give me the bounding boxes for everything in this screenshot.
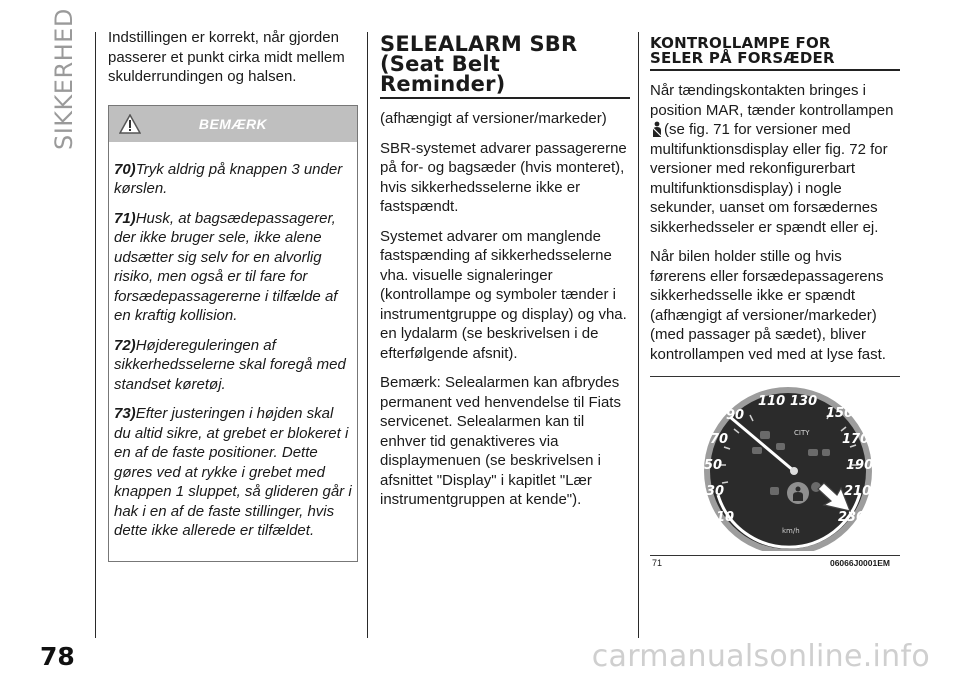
column-2	[380, 28, 630, 520]
gauge-label: 110	[758, 394, 786, 409]
note-title: BEMÆRK	[198, 115, 268, 132]
page-number: 78	[40, 642, 75, 671]
gauge-label: 90	[726, 408, 745, 423]
section-side-title: SIKKERHED	[50, 8, 78, 150]
gauge-unit: km/h	[782, 527, 800, 535]
gauge-label: 70	[710, 432, 729, 447]
gauge-label: 130	[790, 394, 818, 409]
figure-rule	[650, 376, 900, 377]
gauge-label: 10	[716, 510, 735, 525]
gauge-label: 150	[826, 406, 854, 421]
note-box	[108, 105, 358, 562]
note-item: 73)Efter justeringen i højden skal du altid sikre, at grebet er blokeret i en af de faste positioner. Dette gøres ved at rykke i grebet med knappen 1 sluppet, så glideren går i hak i en af de faste stillinger, hvis dette ikke allerede er tilfældet.	[114, 405, 352, 539]
figure-speedometer	[650, 383, 900, 553]
figure-code: 06066J0001EM	[829, 558, 890, 568]
note-header	[109, 106, 357, 142]
column-3	[650, 28, 900, 568]
figure-number: 71	[652, 558, 663, 568]
figure-caption	[650, 556, 900, 568]
gauge-label: 230	[838, 510, 866, 525]
paragraph: Når tændingskontakten bringes i position MAR, tænder kontrollampen (se fig. 71 for versioner med multifunktionsdisplay eller fig. 72 for versioner med rekonfigurerbart multifunktionsdisplay) i nogle sekunder, uanset om forsædernes sikkerhedsseler er spændt eller ej.	[650, 82, 894, 236]
note-item: 70)Tryk aldrig på knappen 3 under kørslen.	[114, 160, 343, 197]
gauge-label: 50	[704, 458, 723, 473]
gauge-label: 30	[706, 484, 725, 499]
paragraph: Når bilen holder stille og hvis førerens eller forsædepassagerens sikkerhedsselle ikke er spændt (afhængigt af versioner/markeder) (med passager på sædet), bliver kontrollampen ved med at lyse fast.	[650, 248, 886, 363]
column-divider	[367, 32, 368, 638]
intro-paragraph: Indstillingen er korrekt, når gjorden passerer et punkt cirka midt mellem skulderrundingen og halsen.	[108, 29, 345, 85]
column-divider	[95, 32, 96, 638]
note-item: 72)Højdereguleringen af sikkerhedsselerne skal foregå med standset køretøj.	[114, 336, 346, 393]
column-1	[108, 28, 358, 562]
paragraph: (afhængigt af versioner/markeder)	[380, 110, 607, 127]
gauge-label: 190	[846, 458, 874, 473]
heading-rule	[650, 69, 900, 71]
warning-triangle-icon	[119, 114, 141, 134]
section-heading-sbr: SELEALARM SBR (Seat Belt Reminder)	[380, 32, 578, 96]
paragraph: SBR-systemet advarer passagererne på for- og bagsæder (hvis monteret), hvis sikkerhedsselerne ikke er fastspændt.	[380, 139, 627, 215]
heading-rule	[380, 97, 630, 99]
note-item: 71)Husk, at bagsædepassagerer, der ikke bruger sele, ikke alene udsætter sig selv for en alvorlig risiko, men også er til fare for forsædepassagererne i tilfælde af en kraftig kollision.	[114, 209, 338, 324]
paragraph: Systemet advarer om manglende fastspænding af sikkerhedsselerne vha. visuelle signaleringer (kontrollampe og symboler tænder i instrumentgruppe og display) og vha. en lydalarm (se beskrivelsen i de efterfølgende afsnit).	[380, 227, 627, 362]
paragraph: Bemærk: Selealarmen kan afbrydes permanent ved henvendelse til Fiats servicenet. Selealarmen kan til enhver tid genaktiveres via displaymenuen (se beskrivelsen i afsnittet "Display" i kapitlet "Lær instrumentgruppen at kende").	[380, 374, 621, 508]
seatbelt-warning-icon	[650, 121, 664, 137]
watermark: carmanualsonline.info	[591, 639, 930, 674]
column-divider	[638, 32, 639, 638]
note-body	[109, 142, 357, 561]
gauge-center-label: CITY	[794, 429, 810, 437]
gauge-label: 210	[844, 484, 872, 499]
section-heading-kontrollampe: KONTROLLAMPE FOR SELER PÅ FORSÆDER	[650, 34, 835, 67]
speedometer-illustration	[690, 383, 880, 551]
gauge-label: 170	[842, 432, 870, 447]
